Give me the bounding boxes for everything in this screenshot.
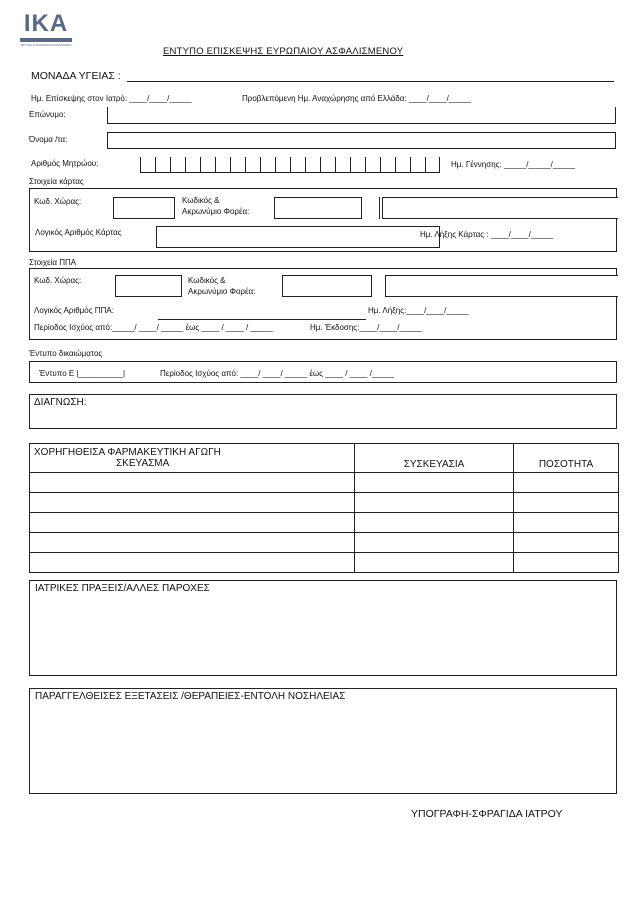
ppa-section-box	[29, 268, 617, 340]
ppa-section-label: Στοιχεία ΠΠΑ	[29, 258, 77, 267]
ppa-extra-field[interactable]	[385, 275, 618, 297]
drug-cell-quantity[interactable]	[514, 553, 619, 573]
drug-cell-medicine[interactable]	[30, 513, 355, 533]
card-expiry-label[interactable]: Ημ. Λήξης Κάρτας : ____/____/_____	[420, 230, 554, 239]
logo-bar	[20, 38, 72, 42]
table-row[interactable]	[30, 493, 619, 513]
drug-table-col-medicine	[30, 444, 355, 473]
table-row[interactable]	[30, 533, 619, 553]
departure-date-label[interactable]: Προβλεπόμενη Ημ. Αναχώρησης από Ελλάδα: ____/____/_____	[242, 94, 472, 103]
ppa-country-field[interactable]	[115, 275, 182, 297]
entitlement-form-label[interactable]: Έντυπο Ε |__________|	[39, 369, 126, 378]
table-row[interactable]	[30, 513, 619, 533]
medical-acts-box[interactable]	[29, 580, 617, 676]
surname-field[interactable]	[107, 107, 616, 124]
signature-label: ΥΠΟΓΡΑΦΗ-ΣΦΡΑΓΙΔΑ ΙΑΤΡΟΥ	[411, 808, 563, 820]
ppa-issue-label[interactable]: Ημ. Έκδοσης:____/____/_____	[310, 323, 422, 332]
exams-box[interactable]	[29, 688, 617, 794]
drug-cell-package[interactable]	[355, 533, 514, 553]
card-section-box	[29, 188, 617, 252]
ppa-logical-number-label: Λογικός Αριθμός ΠΠΑ:	[34, 306, 114, 315]
drug-cell-medicine[interactable]	[30, 473, 355, 493]
diagnosis-box[interactable]	[29, 394, 617, 429]
drug-cell-quantity[interactable]	[514, 493, 619, 513]
birth-date-label[interactable]: Ημ. Γέννησης: _____/_____/_____	[451, 160, 576, 169]
drug-cell-package[interactable]	[355, 513, 514, 533]
entitlement-section-box	[29, 361, 617, 383]
medical-acts-label: ΙΑΤΡΙΚΕΣ ΠΡΑΞΕΙΣ/ΑΛΛΕΣ ΠΑΡΟΧΕΣ	[35, 583, 210, 594]
drug-cell-quantity[interactable]	[514, 513, 619, 533]
ppa-validity-label[interactable]: Περίοδος Ισχύος από:_____/ ____/ _____ έως ____ / ____ / _____	[34, 323, 273, 332]
table-row[interactable]	[30, 473, 619, 493]
logo-subtitle: ΙΔΡΥΜΑ ΚΟΙΝΩΝΙΚΩΝ ΑΣΦΑΛΙΣΕΩΝ	[20, 43, 72, 47]
drug-col1-line1: ΧΟΡΗΓΗΘΕΙΣΑ ΦΑΡΜΑΚΕΥΤΙΚΗ ΑΓΩΓΗ	[34, 447, 221, 458]
diagnosis-label: ΔΙΑΓΝΩΣΗ:	[34, 397, 87, 408]
card-extra-field[interactable]	[382, 197, 618, 219]
ppa-expiry-label[interactable]: Ημ. Λήξης:____/____/_____	[368, 306, 469, 315]
table-row[interactable]	[30, 553, 619, 573]
card-country-label: Κωδ. Χώρας:	[34, 197, 82, 206]
form-title: ΕΝΤΥΠΟ ΕΠΙΣΚΕΨΗΣ ΕΥΡΩΠΑΙΟΥ ΑΣΦΑΛΙΣΜΕΝΟΥ	[163, 46, 404, 57]
ppa-logical-number-field[interactable]	[158, 319, 366, 320]
card-institution-label-1: Κωδικός &	[182, 196, 220, 205]
card-logical-number-label: Λογικός Αριθμός Κάρτας	[35, 228, 122, 237]
drug-cell-package[interactable]	[355, 493, 514, 513]
registry-number-field[interactable]	[140, 157, 440, 174]
ppa-institution-label-1: Κωδικός &	[188, 276, 226, 285]
ppa-country-label: Κωδ. Χώρας:	[34, 276, 82, 285]
drug-table	[29, 443, 619, 573]
card-section-label: Στοιχεία κάρτας	[29, 177, 84, 186]
ika-logo	[20, 12, 72, 48]
drug-cell-package[interactable]	[355, 553, 514, 573]
drug-cell-medicine[interactable]	[30, 493, 355, 513]
health-unit-label: ΜΟΝΑΔΑ ΥΓΕΙΑΣ :	[31, 70, 121, 82]
registry-label: Αριθμός Μητρώου:	[31, 159, 99, 168]
entitlement-section-label: Έντυπο δικαιώματος	[29, 349, 103, 358]
entitlement-validity-label[interactable]: Περίοδος Ισχύος από: ____/ ____/ _____ έως ____ / ____ /_____	[160, 369, 395, 378]
exams-label: ΠΑΡΑΓΓΕΛΘΕΙΣΕΣ ΕΞΕΤΑΣΕΙΣ /ΘΕΡΑΠΕΙΕΣ-ΕΝΤΟΛΗ ΝΟΣΗΛΕΙΑΣ	[35, 691, 346, 702]
drug-table-header	[30, 444, 619, 473]
drug-cell-quantity[interactable]	[514, 473, 619, 493]
card-institution-field[interactable]	[274, 197, 362, 219]
drug-cell-medicine[interactable]	[30, 533, 355, 553]
drug-cell-quantity[interactable]	[514, 533, 619, 553]
card-country-field[interactable]	[113, 197, 175, 219]
name-field[interactable]	[107, 132, 616, 149]
drug-col1-line2: ΣΚΕΥΑΣΜΑ	[116, 458, 170, 469]
visit-date-label[interactable]: Ημ. Επίσκεψης στον Ιατρό: ____/____/_____	[31, 94, 192, 103]
card-separator	[379, 197, 380, 219]
ppa-institution-label-2: Ακρωνύμιο Φορέα:	[188, 287, 256, 296]
drug-cell-package[interactable]	[355, 473, 514, 493]
drug-table-col-package: ΣΥΣΚΕΥΑΣΙΑ	[355, 444, 514, 473]
card-institution-label-2: Ακρωνύμιο Φορέα:	[182, 207, 250, 216]
card-logical-number-field[interactable]	[156, 226, 440, 248]
drug-cell-medicine[interactable]	[30, 553, 355, 573]
drug-table-col-quantity: ΠΟΣΟΤΗΤΑ	[514, 444, 619, 473]
name-label: Όνομα /τα:	[29, 135, 68, 144]
health-unit-field[interactable]	[127, 81, 614, 82]
surname-label: Επώνυμο:	[29, 110, 66, 119]
ppa-institution-field[interactable]	[282, 275, 372, 297]
logo-text: IKA	[23, 10, 69, 37]
